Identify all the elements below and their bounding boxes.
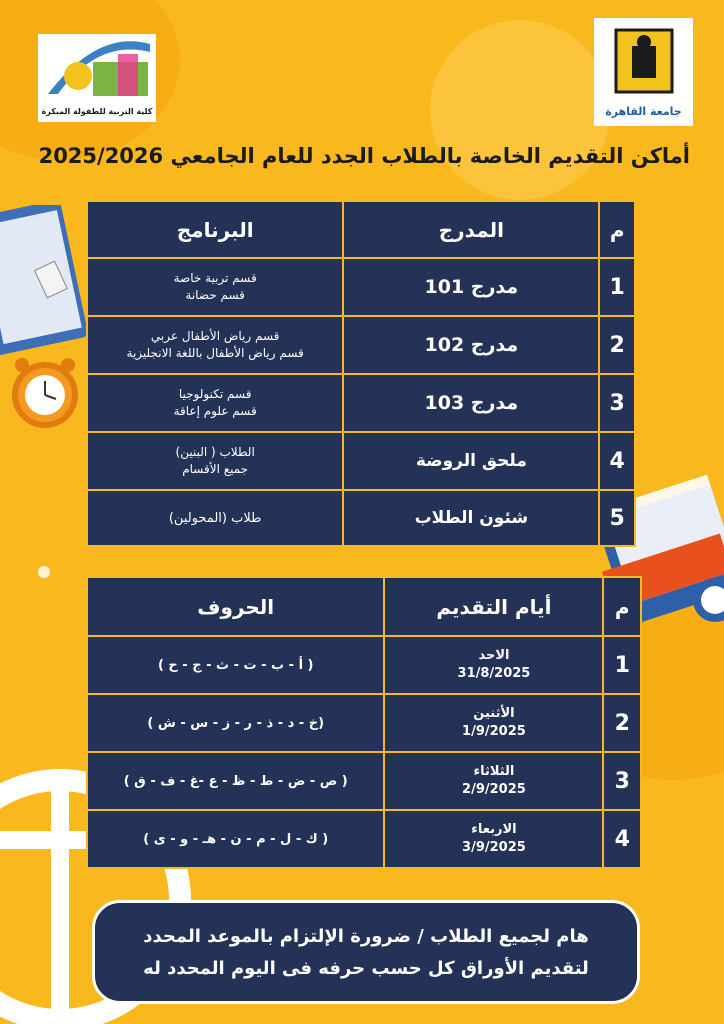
page-title: أماكن التقديم الخاصة بالطلاب الجدد للعام الجامعي 2025/2026 (38, 144, 690, 168)
row-letters: ( ك - ل - م - ن - هـ - و - ى ) (87, 810, 384, 868)
program-line: قسم تكنولوجيا (178, 387, 252, 401)
header-num: م (603, 577, 641, 636)
day-date: 2/9/2025 (462, 782, 526, 797)
note-line-2: لتقديم الأوراق كل حسب حرفه فى اليوم المحدد له (143, 958, 589, 979)
row-num: 3 (603, 752, 641, 810)
day-date: 3/9/2025 (462, 840, 526, 855)
header-hall: المدرج (343, 201, 599, 258)
row-day (384, 694, 603, 752)
row-num: 4 (603, 810, 641, 868)
row-day (384, 752, 603, 810)
university-logo-graphic (594, 24, 693, 104)
row-letters: ( ص - ض - ط - ظ - ع -غ - ف - ق ) (87, 752, 384, 810)
row-num: 3 (599, 374, 635, 432)
row-program (87, 258, 343, 316)
row-num: 2 (603, 694, 641, 752)
row-hall: مدرج 101 (343, 258, 599, 316)
table-row (87, 258, 635, 316)
day-date: 1/9/2025 (462, 724, 526, 739)
row-letters: ( أ - ب - ت - ث - ج - ح ) (87, 636, 384, 694)
table-header-row (87, 577, 641, 636)
table-row (87, 316, 635, 374)
day-name: الاربعاء (471, 822, 517, 837)
day-name: الأثنين (473, 706, 515, 721)
program-line: قسم علوم إعاقة (173, 404, 257, 418)
table-row (87, 432, 635, 490)
row-hall: مدرج 102 (343, 316, 599, 374)
row-program (87, 432, 343, 490)
important-note (92, 900, 640, 1004)
row-num: 1 (599, 258, 635, 316)
table-row (87, 752, 641, 810)
row-num: 2 (599, 316, 635, 374)
row-hall: ملحق الروضة (343, 432, 599, 490)
program-line: قسم رياض الأطفال عربي (150, 329, 280, 343)
table-header-row (87, 201, 635, 258)
program-line: قسم رياض الأطفال باللغة الانجليزية (126, 346, 304, 360)
row-day (384, 636, 603, 694)
college-logo-text: كلية التربية للطفولة المبكرة (41, 107, 153, 116)
locations-table (86, 200, 636, 547)
row-hall: شئون الطلاب (343, 490, 599, 546)
background-blob (430, 20, 610, 200)
day-date: 31/8/2025 (457, 666, 531, 681)
header-letters: الحروف (87, 577, 384, 636)
schedule-table (86, 576, 642, 869)
program-line: قسم تربية خاصة (173, 271, 257, 285)
row-num: 4 (599, 432, 635, 490)
header-days: أيام التقديم (384, 577, 603, 636)
row-letters: (خ - د - ذ - ر - ز - س - ش ) (87, 694, 384, 752)
row-num: 5 (599, 490, 635, 546)
day-name: الثلاثاء (473, 764, 515, 779)
header-program: البرنامج (87, 201, 343, 258)
program-line: الطلاب ( البنين) (175, 445, 255, 459)
university-logo (594, 18, 693, 126)
table-row (87, 694, 641, 752)
college-logo-graphic (38, 34, 156, 104)
table-row (87, 374, 635, 432)
row-day (384, 810, 603, 868)
row-hall: مدرج 103 (343, 374, 599, 432)
table-row (87, 636, 641, 694)
table-row (87, 490, 635, 546)
program-line: قسم حضانة (185, 288, 245, 302)
university-logo-text: جامعة القاهرة (605, 105, 682, 118)
table-row (87, 810, 641, 868)
program-line: طلاب (المحولين) (168, 510, 262, 526)
college-logo (38, 34, 156, 122)
row-program (87, 316, 343, 374)
note-line-1: هام لجميع الطلاب / ضرورة الإلتزام بالموعد المحدد (143, 926, 589, 947)
notebook-illustration (0, 205, 100, 465)
header-num: م (599, 201, 635, 258)
decor-dot (38, 566, 50, 578)
row-num: 1 (603, 636, 641, 694)
program-line: جميع الأقسام (182, 462, 249, 476)
day-name: الاحد (478, 648, 510, 663)
row-program (87, 490, 343, 546)
row-program (87, 374, 343, 432)
